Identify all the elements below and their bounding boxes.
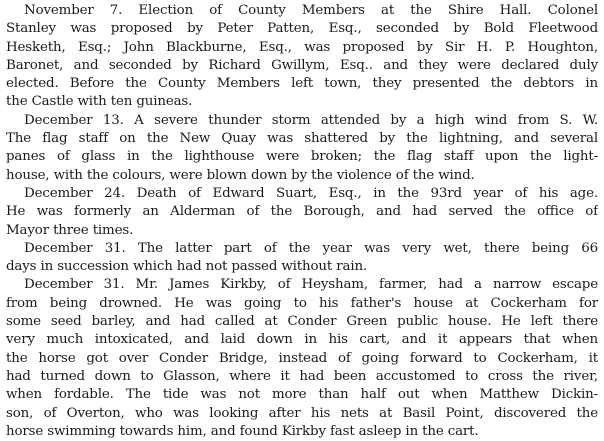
- entry-december-31-weather: [6, 240, 598, 277]
- text-line: house, with the colours, were blown down by the violence of the wind.: [6, 167, 475, 183]
- text-line: Mayor three times.: [6, 222, 134, 238]
- text-line: horse swimming towards him, and found Kirkby fast asleep in the cart.: [6, 423, 479, 439]
- text-line: elected. Before the County Members left town, they presented the debtors in: [6, 76, 598, 92]
- text-line: when fordable. The tide was not more than half out when Matthew Dickin-: [6, 387, 598, 403]
- text-line: from being drowned. He was going to his father's house at Cockerham for: [6, 295, 598, 311]
- text-line: panes of glass in the lighthouse were broken; the flag staff upon the light-: [6, 149, 598, 165]
- text-line: Hesketh, Esq.; John Blackburne, Esq., was proposed by Sir H. P. Houghton,: [6, 39, 598, 55]
- text-line: December 24. Death of Edward Suart, Esq., in the 93rd year of his age.: [24, 185, 598, 201]
- text-line: December 31. Mr. James Kirkby, of Heysham, farmer, had a narrow escape: [24, 277, 598, 293]
- text-line: The flag staff on the New Quay was shattered by the lightning, and several: [6, 131, 598, 147]
- text-line: the Castle with ten guineas.: [6, 94, 193, 110]
- text-line: very much intoxicated, and laid down in his cart, and it appears that when: [6, 332, 598, 348]
- text-line: November 7. Election of County Members at the Shire Hall. Colonel: [24, 3, 598, 18]
- entry-december-13: [6, 112, 598, 185]
- text-line: some seed barley, and had called at Conder Green public house. He left there: [6, 314, 598, 330]
- entry-november-7: [6, 2, 598, 112]
- text-line: December 13. A severe thunder storm attended by a high wind from S. W.: [24, 112, 598, 128]
- text-line: Baronet, and seconded by Richard Gwillym, Esq.. and they were declared duly: [6, 57, 598, 73]
- text-line: son, of Overton, who was looking after his nets at Basil Point, discovered the: [6, 405, 598, 421]
- text-line: had turned down to Glasson, where it had been accustomed to cross the river,: [6, 368, 598, 384]
- entry-december-31-kirkby: [6, 276, 598, 441]
- text-line: He was formerly an Alderman of the Borough, and had served the office of: [6, 204, 598, 220]
- entry-december-24: [6, 185, 598, 240]
- text-line: days in succession which had not passed without rain.: [6, 259, 368, 275]
- text-line: December 31. The latter part of the year was very wet, there being 66: [24, 240, 598, 256]
- text-line: Stanley was proposed by Peter Patten, Esq., seconded by Bold Fleetwood: [6, 21, 598, 37]
- text-line: the horse got over Conder Bridge, instead of going forward to Cockerham, it: [6, 350, 598, 366]
